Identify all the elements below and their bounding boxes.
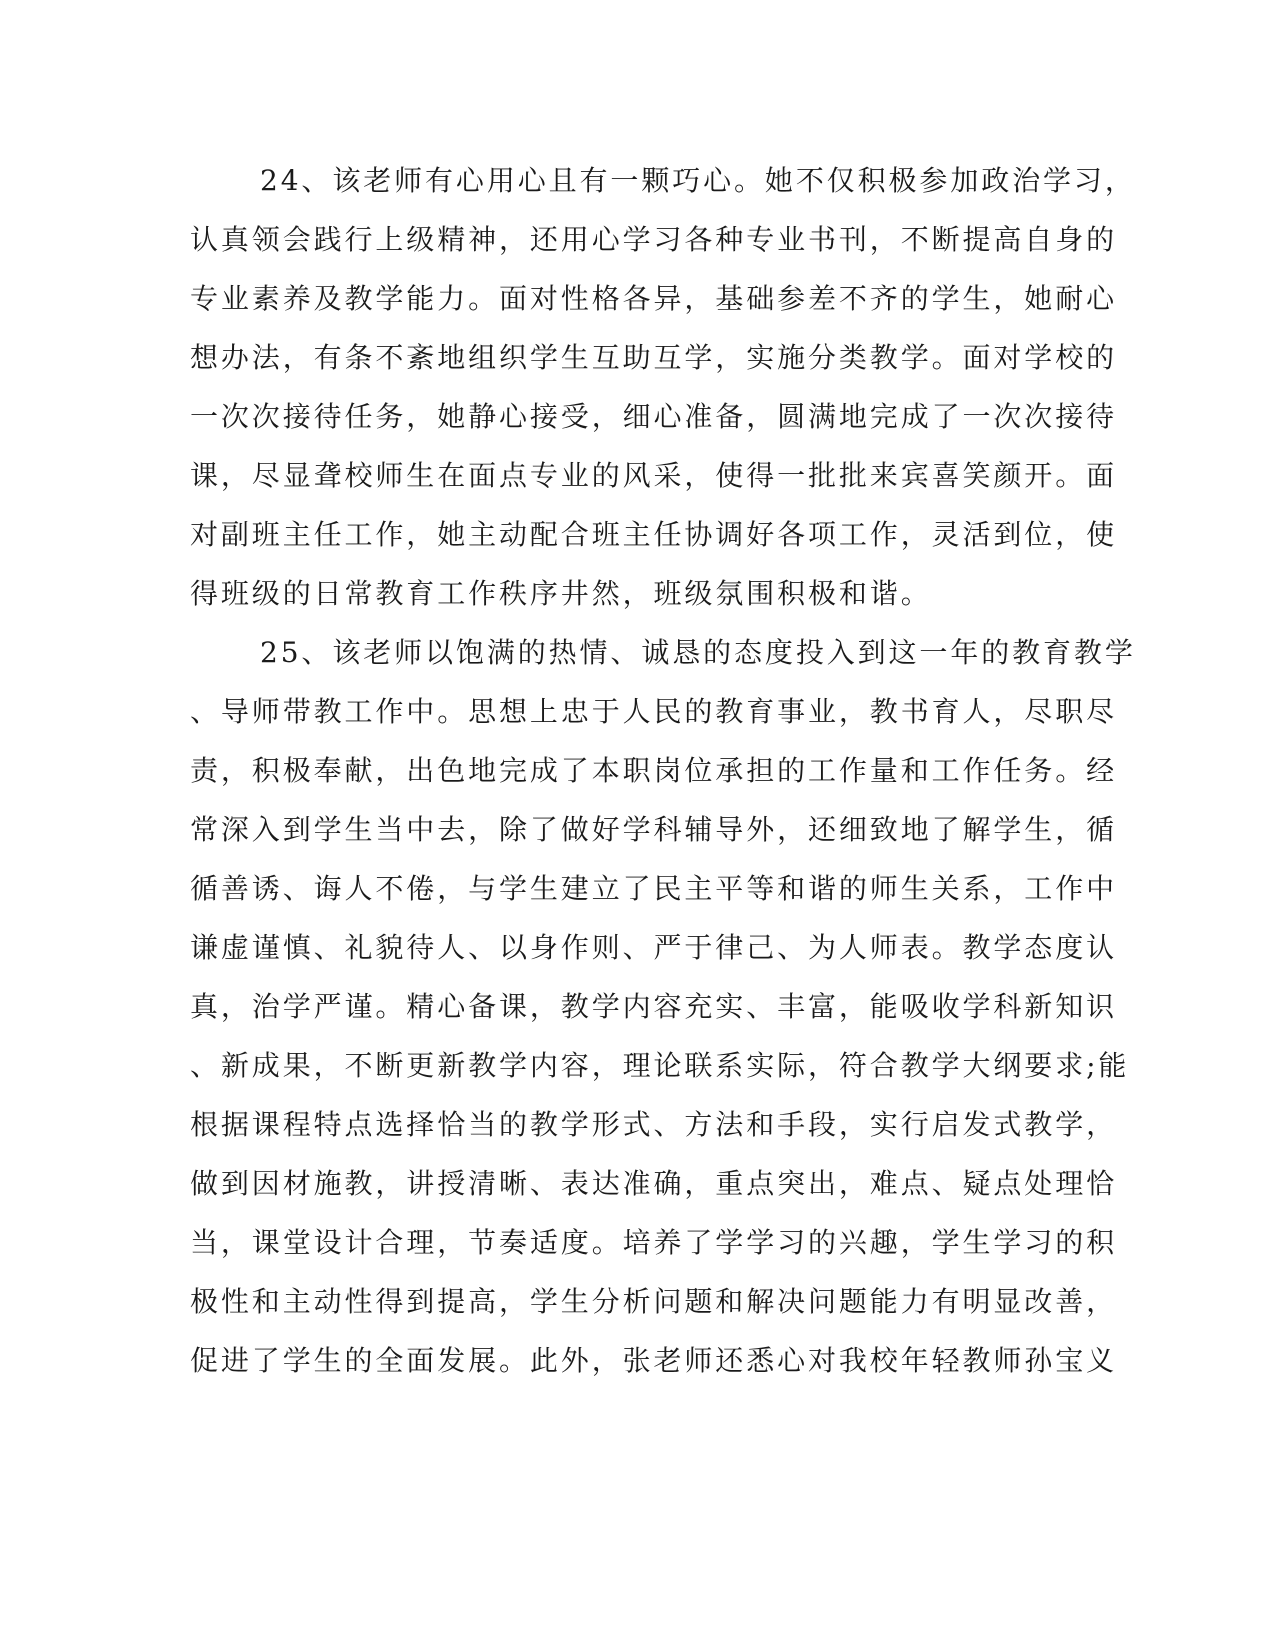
paragraph-25-line: 、导师带教工作中。思想上忠于人民的教育事业，教书育人，尽职尽 — [190, 695, 1118, 728]
paragraph-24-line: 对副班主任工作，她主动配合班主任协调好各项工作，灵活到位，使 — [190, 518, 1118, 551]
paragraph-25-line: 谦虚谨慎、礼貌待人、以身作则、严于律己、为人师表。教学态度认 — [190, 931, 1118, 964]
paragraph-24-line: 课，尽显聋校师生在面点专业的风采，使得一批批来宾喜笑颜开。面 — [190, 459, 1118, 492]
paragraph-25-line: 、新成果，不断更新教学内容，理论联系实际，符合教学大纲要求;能 — [190, 1049, 1130, 1082]
paragraph-25-line: 循善诱、诲人不倦，与学生建立了民主平等和谐的师生关系，工作中 — [190, 872, 1118, 905]
paragraph-24-line: 专业素养及教学能力。面对性格各异，基础参差不齐的学生，她耐心 — [190, 282, 1118, 315]
paragraph-25-line: 极性和主动性得到提高，学生分析问题和解决问题能力有明显改善， — [190, 1285, 1118, 1318]
paragraph-25-line: 25、该老师以饱满的热情、诚恳的态度投入到这一年的教育教学 — [260, 636, 1136, 669]
paragraph-25-line: 根据课程特点选择恰当的教学形式、方法和手段，实行启发式教学， — [190, 1108, 1118, 1141]
paragraph-24-line: 想办法，有条不紊地组织学生互助互学，实施分类教学。面对学校的 — [190, 341, 1118, 374]
paragraph-24-line: 认真领会践行上级精神，还用心学习各种专业书刊，不断提高自身的 — [190, 223, 1118, 256]
paragraph-25-line: 常深入到学生当中去，除了做好学科辅导外，还细致地了解学生，循 — [190, 813, 1118, 846]
paragraph-25-line: 责，积极奉献，出色地完成了本职岗位承担的工作量和工作任务。经 — [190, 754, 1118, 787]
paragraph-25-line: 当，课堂设计合理，节奏适度。培养了学学习的兴趣，学生学习的积 — [190, 1226, 1118, 1259]
paragraph-25-line: 促进了学生的全面发展。此外，张老师还悉心对我校年轻教师孙宝义 — [190, 1344, 1118, 1377]
paragraph-25-line: 真，治学严谨。精心备课，教学内容充实、丰富，能吸收学科新知识 — [190, 990, 1118, 1023]
paragraph-24-line: 一次次接待任务，她静心接受，细心准备，圆满地完成了一次次接待 — [190, 400, 1118, 433]
paragraph-24-line: 24、该老师有心用心且有一颗巧心。她不仅积极参加政治学习， — [260, 164, 1136, 197]
paragraph-25-line: 做到因材施教，讲授清晰、表达准确，重点突出，难点、疑点处理恰 — [190, 1167, 1118, 1200]
paragraph-24-line: 得班级的日常教育工作秩序井然，班级氛围积极和谐。 — [190, 577, 932, 610]
